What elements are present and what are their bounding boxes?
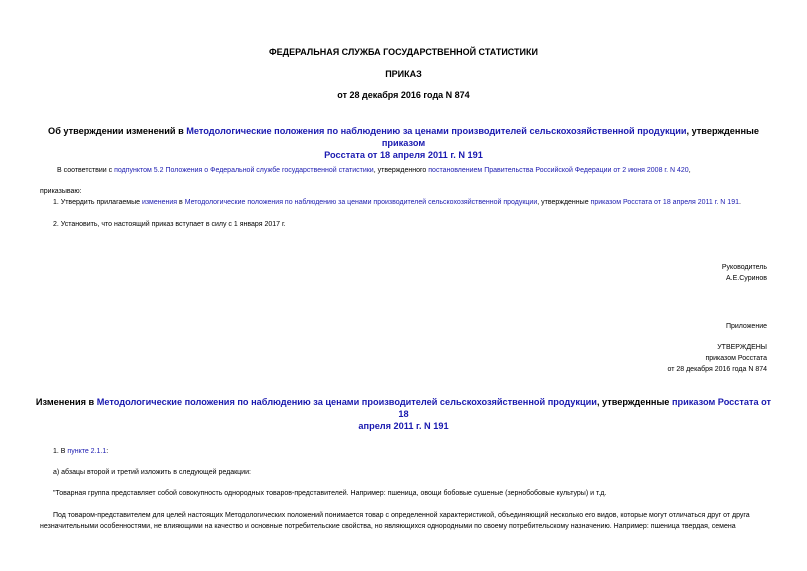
item1-link-methodology[interactable]: Методологические положения по наблюдению за ценами производителей сельскохозяйственной продукции (184, 199, 538, 206)
appendix-by: приказом Росстата (705, 355, 767, 362)
document-title: Об утверждении изменений в Методологические положения по наблюдению за ценами производителей сельскохозяйственной продукции, утвержденные приказом Росстата от 18 апреля 2011 г. N 191 (48, 126, 759, 160)
para-1: 1. В пункте 2.1.1: (53, 448, 109, 455)
doc-type: ПРИКАЗ (385, 69, 422, 79)
agency-name: ФЕДЕРАЛЬНАЯ СЛУЖБА ГОСУДАРСТВЕННОЙ СТАТИСТИКИ (269, 47, 538, 57)
para-long-line-2: незначительными особенностями, не влияющими на качество и основные потребительские свойства, но являющихся однородными по своему потребительскому назначению. Например: пшеница твердая, семена (40, 523, 736, 530)
appendix-label: Приложение (725, 323, 767, 330)
para-long-line-1: Под товаром-представителем для целей настоящих Методологических положений понимается товар с определенной характеристикой, объединяющий несколько его видов, которые могут отличаться друг от друга (53, 512, 750, 519)
para-a: а) абзацы второй и третий изложить в следующей редакции: (53, 469, 251, 476)
changes-link-methodology[interactable]: Методологические положения по наблюдению за ценами производителей сельскохозяйственной продукции (96, 397, 597, 407)
appendix-approved: УТВЕРЖДЕНЫ (717, 344, 767, 351)
preamble-link-subclause[interactable]: подпунктом 5.2 Положения о Федеральной службе государственной статистики (114, 167, 374, 174)
item-1: 1. Утвердить прилагаемые изменения в Методологические положения по наблюдению за ценами производителей сельскохозяйственной продукции, утвержденные приказом Росстата от 18 апреля 2011 г. N 191. (53, 199, 741, 206)
changes-title: Изменения в Методологические положения по наблюдению за ценами производителей сельскохозяйственной продукции, утвержденные приказом Росстата от 18 апреля 2011 г. N 191 (35, 397, 772, 431)
changes-link-order-cont[interactable]: апреля 2011 г. N 191 (358, 421, 449, 431)
title-link-order[interactable]: приказом (381, 138, 426, 148)
signature-name: А.Е.Суринов (726, 275, 767, 282)
signature-role: Руководитель (721, 264, 767, 271)
title-link-methodology[interactable]: Методологические положения по наблюдению за ценами производителей сельскохозяйственной продукции (186, 126, 687, 136)
item-2: 2. Установить, что настоящий приказ вступает в силу с 1 января 2017 г. (53, 221, 286, 228)
para1-link-clause[interactable]: пункте 2.1.1 (67, 448, 107, 455)
item1-link-order[interactable]: приказом Росстата от 18 апреля 2011 г. N 191 (590, 199, 739, 206)
item1-link-changes[interactable]: изменения (141, 199, 178, 206)
order-date: от 28 декабря 2016 года N 874 (337, 90, 470, 100)
preamble-link-decree[interactable]: постановлением Правительства Российской Федерации от 2 июня 2008 г. N 420 (428, 167, 689, 174)
changes-link-order[interactable]: приказом Росстата от 18 (398, 397, 772, 419)
order-word: приказываю: (40, 188, 82, 195)
preamble: В соответствии с подпунктом 5.2 Положения о Федеральной службе государственной статистики, утвержденного постановлением Правительства Российской Федерации от 2 июня 2008 г. N 420, (57, 167, 691, 174)
appendix-date: от 28 декабря 2016 года N 874 (667, 366, 767, 373)
quote-1: "Товарная группа представляет собой совокупность однородных товаров-представителей. Например: пшеница, овощи бобовые сушеные (зернобобовые культуры) и т.д. (53, 490, 607, 497)
title-link-order-cont[interactable]: Росстата от 18 апреля 2011 г. N 191 (324, 150, 483, 160)
